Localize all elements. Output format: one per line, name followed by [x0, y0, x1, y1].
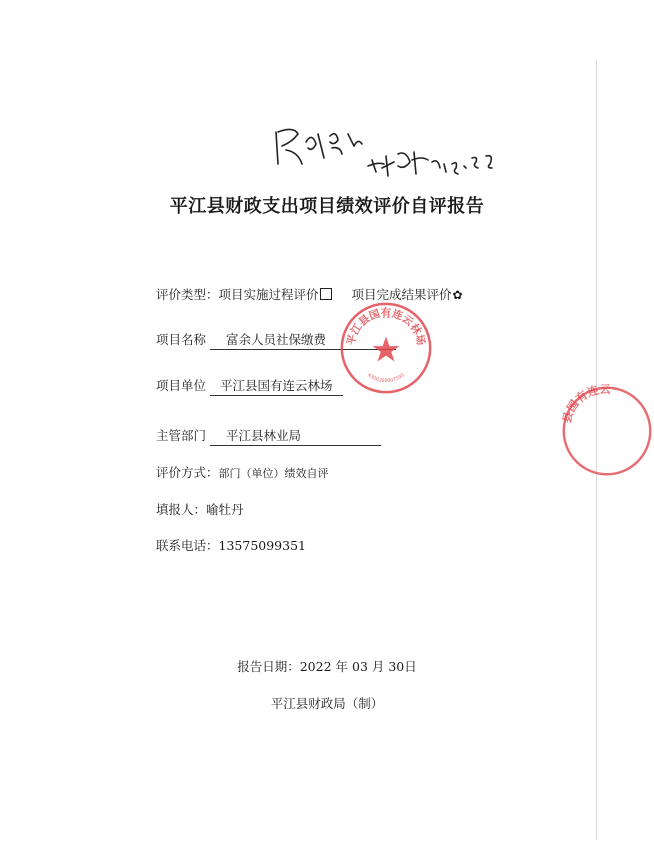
official-seal	[338, 300, 434, 396]
phone-value: 13575099351	[218, 538, 306, 553]
project-name-value: 富余人员社保缴费	[210, 330, 396, 350]
checkbox-icon	[320, 288, 332, 300]
eval-type-option-result: 项目完成结果评价	[351, 287, 452, 302]
svg-text:县国有连云: 县国有连云	[560, 384, 611, 425]
project-unit-label: 项目单位	[156, 378, 207, 393]
eval-type-option-process: 项目实施过程评价	[218, 287, 319, 302]
report-date: 报告日期：2022 年 03 月 30日	[237, 659, 417, 674]
project-unit-value: 平江县国有连云林场	[210, 376, 343, 396]
method-label: 评价方式：	[156, 465, 219, 480]
project-name-label: 项目名称	[156, 332, 207, 347]
filler-value: 喻牡丹	[206, 502, 244, 517]
handwritten-signature	[268, 112, 508, 184]
checked-mark-icon: ✿	[452, 288, 463, 302]
phone-label: 联系电话：	[156, 538, 219, 553]
method-value: 部门（单位）绩效自评	[218, 467, 329, 480]
authority-value: 平江县林业局	[210, 426, 381, 446]
svg-text:平江县国有连云林场: 平江县国有连云林场	[345, 307, 427, 347]
project-unit-row	[156, 376, 343, 396]
phone-row	[156, 536, 306, 554]
filler-row	[156, 500, 244, 518]
authority-label: 主管部门	[156, 428, 207, 443]
eval-type-label: 评价类型：	[156, 287, 219, 302]
issuer: 平江县财政局（制）	[270, 696, 384, 711]
filler-label: 填报人：	[156, 502, 207, 517]
authority-row	[156, 426, 381, 446]
partial-seal	[560, 384, 654, 478]
svg-text:4306260007593: 4306260007593	[366, 373, 406, 385]
method-row	[156, 463, 329, 481]
document-title: 平江县财政支出项目绩效评价自评报告	[169, 196, 485, 217]
